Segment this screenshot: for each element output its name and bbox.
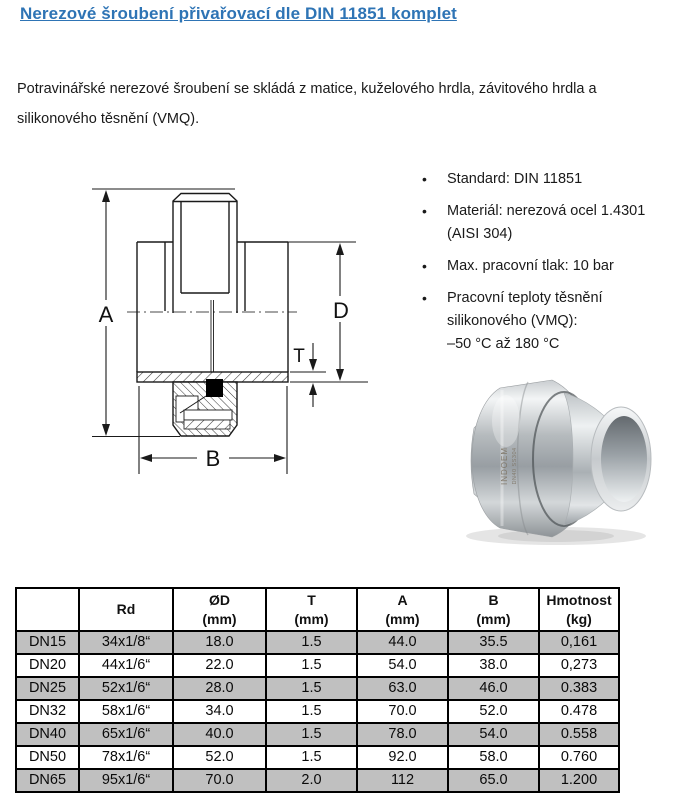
table-cell: 54.0 <box>357 654 448 677</box>
table-cell: 58x1/6“ <box>79 700 173 723</box>
spec-text: Standard: DIN 11851 <box>447 171 583 187</box>
table-cell: DN25 <box>16 677 79 700</box>
product-photo <box>444 366 682 552</box>
table-header-cell: A (mm) <box>357 588 448 631</box>
table-cell: DN65 <box>16 769 79 792</box>
table-row <box>16 746 619 769</box>
table-cell: 1.5 <box>266 654 357 677</box>
table-cell: 1.5 <box>266 631 357 654</box>
dimensions-table <box>15 587 620 793</box>
table-row <box>16 631 619 654</box>
table-cell: 63.0 <box>357 677 448 700</box>
table-cell: 28.0 <box>173 677 266 700</box>
table-cell: 78.0 <box>357 723 448 746</box>
dim-label-a: A <box>98 302 114 327</box>
table-header-row <box>16 588 619 631</box>
engraving-text-line1: INDOEM <box>500 447 509 485</box>
bullet-dot: • <box>422 171 427 187</box>
spec-item <box>420 168 682 191</box>
table-cell: 78x1/6“ <box>79 746 173 769</box>
spec-item <box>420 287 682 356</box>
table-cell: 1.5 <box>266 746 357 769</box>
engraving-text-line2: DN40 SS304 <box>512 447 518 485</box>
spec-text: Max. pracovní tlak: 10 bar <box>447 258 614 274</box>
table-cell: 54.0 <box>448 723 539 746</box>
table-cell: 44.0 <box>357 631 448 654</box>
table-header-cell: B (mm) <box>448 588 539 631</box>
table-cell: DN32 <box>16 700 79 723</box>
table-body <box>16 631 619 792</box>
dim-label-d: D <box>333 298 349 323</box>
page-title <box>20 4 457 24</box>
table-header-cell <box>16 588 79 631</box>
table-cell: 70.0 <box>357 700 448 723</box>
table-cell: 0,161 <box>539 631 619 654</box>
table-header-cell: Hmotnost (kg) <box>539 588 619 631</box>
table-cell: 52.0 <box>173 746 266 769</box>
table-cell: 18.0 <box>173 631 266 654</box>
dim-label-t: T <box>293 346 305 367</box>
table-cell: 1.200 <box>539 769 619 792</box>
table-cell: 0.478 <box>539 700 619 723</box>
table-cell: 38.0 <box>448 654 539 677</box>
seal-section <box>206 379 223 397</box>
table-cell: DN20 <box>16 654 79 677</box>
table-cell: 22.0 <box>173 654 266 677</box>
table-cell: 46.0 <box>448 677 539 700</box>
table-cell: DN50 <box>16 746 79 769</box>
spec-text: Pracovní teploty těsnění silikonového (VMQ): –50 °C až 180 °C <box>447 290 603 352</box>
table-cell: 35.5 <box>448 631 539 654</box>
table-cell: 40.0 <box>173 723 266 746</box>
spec-list <box>420 168 682 365</box>
bullet-dot: • <box>422 203 427 219</box>
table-cell: 0.558 <box>539 723 619 746</box>
table-cell: 65x1/6“ <box>79 723 173 746</box>
table-row <box>16 654 619 677</box>
table-header-cell: T (mm) <box>266 588 357 631</box>
technical-drawing <box>50 160 400 485</box>
dimension-t <box>309 343 317 407</box>
table-cell: 34.0 <box>173 700 266 723</box>
table-cell: 1.5 <box>266 677 357 700</box>
spec-text: Materiál: nerezová ocel 1.4301 (AISI 304) <box>447 203 646 242</box>
table-cell: 112 <box>357 769 448 792</box>
table-row <box>16 769 619 792</box>
table-row <box>16 677 619 700</box>
table-cell: DN15 <box>16 631 79 654</box>
table-row <box>16 700 619 723</box>
table-cell: 58.0 <box>448 746 539 769</box>
table-cell: 95x1/6“ <box>79 769 173 792</box>
table-cell: 52.0 <box>448 700 539 723</box>
fitting-photo <box>471 380 651 537</box>
table-cell: DN40 <box>16 723 79 746</box>
bullet-dot: • <box>422 290 427 306</box>
table-cell: 0,273 <box>539 654 619 677</box>
table-header-cell: Rd <box>79 588 173 631</box>
table-cell: 52x1/6“ <box>79 677 173 700</box>
table-cell: 0.383 <box>539 677 619 700</box>
table-cell: 1.5 <box>266 700 357 723</box>
spec-item <box>420 255 682 278</box>
table-cell: 92.0 <box>357 746 448 769</box>
table-row <box>16 723 619 746</box>
table-header-cell: ØD (mm) <box>173 588 266 631</box>
dim-label-b: B <box>205 446 221 471</box>
spec-item <box>420 200 682 246</box>
table-cell: 1.5 <box>266 723 357 746</box>
table-cell: 44x1/6“ <box>79 654 173 677</box>
page-title-link[interactable]: Nerezové šroubení přivařovací dle DIN 11851 komplet <box>20 4 457 23</box>
bullet-dot: • <box>422 258 427 274</box>
table-cell: 65.0 <box>448 769 539 792</box>
intro-paragraph: Potravinářské nerezové šroubení se skládá z matice, kuželového hrdla, závitového hrdla a silikonového těsnění (VMQ). <box>17 81 597 127</box>
table-cell: 0.760 <box>539 746 619 769</box>
table-cell: 70.0 <box>173 769 266 792</box>
fitting-outline <box>137 194 288 378</box>
table-cell: 34x1/8“ <box>79 631 173 654</box>
table-cell: 2.0 <box>266 769 357 792</box>
